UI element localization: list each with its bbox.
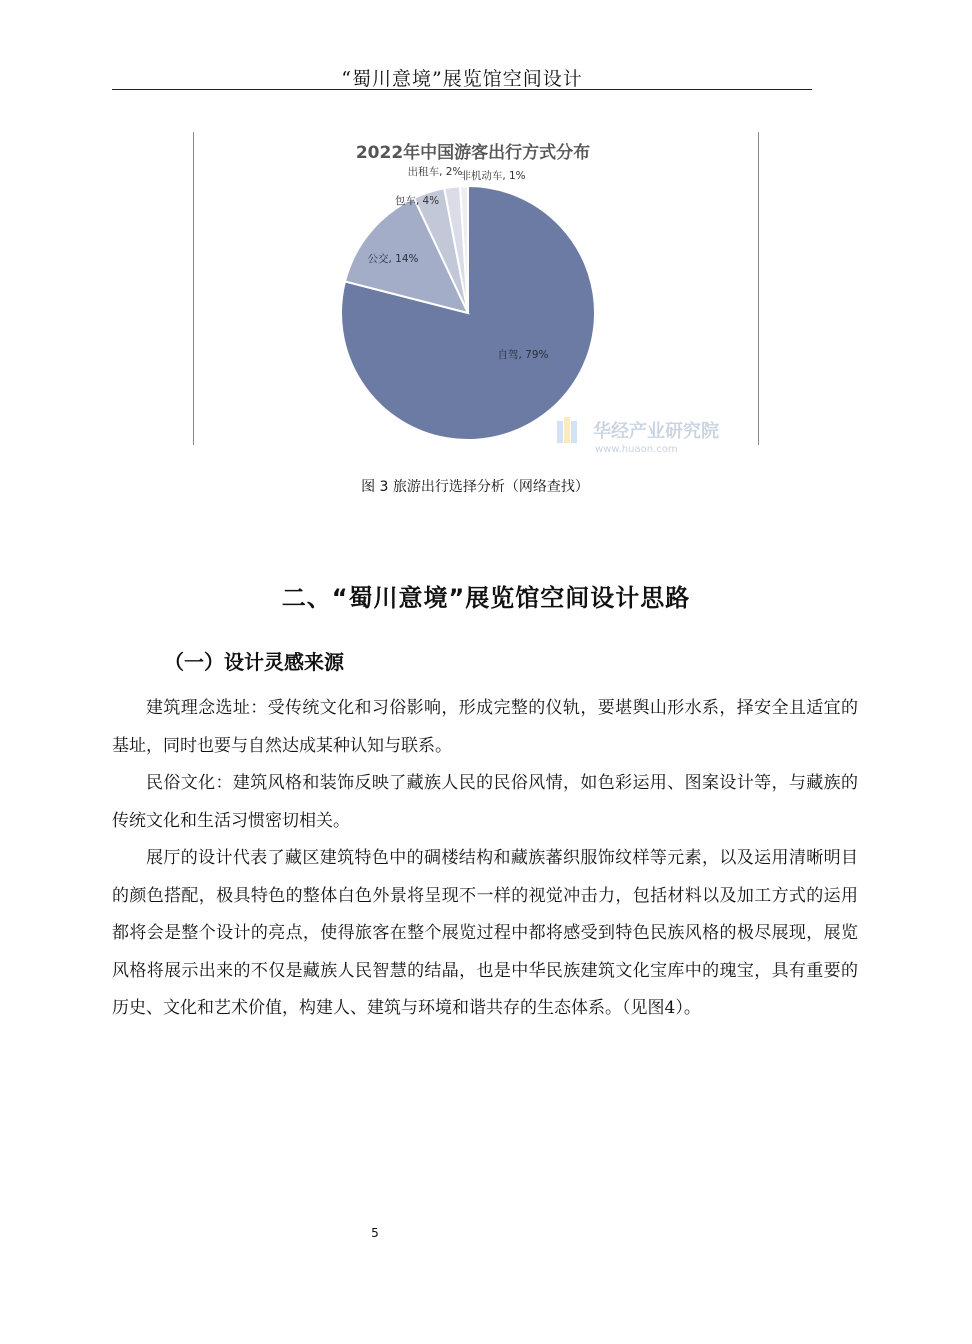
watermark-bar-1 xyxy=(557,421,563,443)
watermark-subtext: www.huaon.com xyxy=(595,444,678,455)
figure-caption: 图 3 旅游出行选择分析（网络查找） xyxy=(361,479,589,495)
paragraph: 建筑理念选址：受传统文化和习俗影响，形成完整的仪轨，要堪舆山形水系，择安全且适宜的基址，同时也要与自然达成某种认知与联系。 xyxy=(112,698,858,756)
pie-chart xyxy=(193,132,759,455)
chart-title: 2022年中国游客出行方式分布 xyxy=(355,143,591,163)
pie-slices xyxy=(341,186,595,440)
paragraph: 民俗文化：建筑风格和装饰反映了藏族人民的民俗风情，如色彩运用、图案设计等，与藏族的传统文化和生活习惯密切相关。 xyxy=(112,773,858,831)
watermark-bar-2 xyxy=(564,417,570,443)
watermark-bar-3 xyxy=(571,421,577,443)
pie-label-2: 包车, 4% xyxy=(394,195,440,207)
watermark-text: 华经产业研究院 xyxy=(593,421,719,442)
pie-label-4: 非机动车, 1% xyxy=(460,170,526,182)
pie-label-0: 自驾, 79% xyxy=(497,349,549,361)
watermark-logo xyxy=(557,417,577,443)
page-header-title: “蜀川意境”展览馆空间设计 xyxy=(341,68,583,90)
header-divider xyxy=(112,89,812,90)
section-heading: 二、“蜀川意境”展览馆空间设计思路 xyxy=(281,584,691,612)
page-number: 5 xyxy=(371,1226,379,1240)
subsection-heading: （一）设计灵感来源 xyxy=(164,650,344,674)
paragraph: 展厅的设计代表了藏区建筑特色中的碉楼结构和藏族蕃织服饰纹样等元素，以及运用清晰明目的颜色搭配，极具特色的整体白色外景将呈现不一样的视觉冲击力，包括材料以及加工方式的运用都将会是整个设计的亮点，使得旅客在整个展览过程中都将感受到特色民族风格的极尽展现，展览风格将展示出来的不仅是藏族人民智慧的结晶，也是中华民族建筑文化宝库中的瑰宝，具有重要的历史、文化和艺术价值，构建人、建筑与环境和谐共存的生态体系。（见图4）。 xyxy=(112,848,858,1018)
figure-3 xyxy=(193,132,759,455)
body-text xyxy=(112,690,858,1028)
pie-label-3: 出租车, 2% xyxy=(407,166,463,178)
pie-label-1: 公交, 14% xyxy=(367,253,419,265)
